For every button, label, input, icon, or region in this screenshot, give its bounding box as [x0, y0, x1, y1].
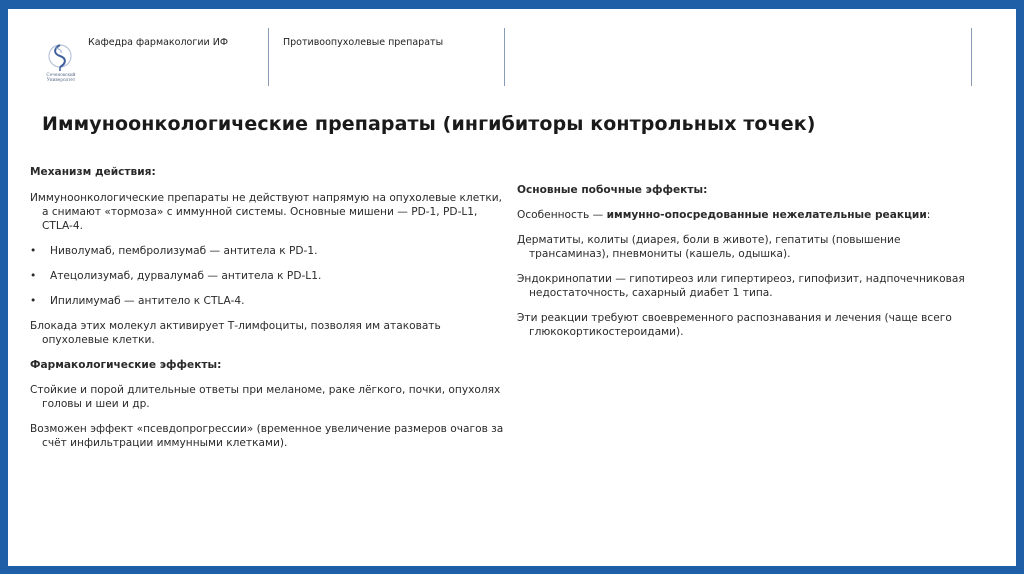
feature-text: Особенность — иммунно-опосредованные нежелательные реакции:	[517, 209, 931, 221]
logo-caption: Сеченовский Университет	[46, 72, 76, 82]
bullet-icon: •	[30, 295, 37, 307]
header-divider	[971, 28, 972, 86]
side-effects-heading: Основные побочные эффекты:	[517, 184, 708, 196]
side-effect-text: Эти реакции требуют своевременного распознавания и лечения (чаще всего глюкокортикостероидами).	[517, 312, 952, 338]
effects-text: Возможен эффект «псевдопрогрессии» (временное увеличение размеров очагов за счёт инфильтрации иммунными клетками).	[30, 423, 504, 449]
left-column	[30, 165, 510, 450]
list-item: • Ипилимумаб — антитело к CTLA-4.	[30, 295, 245, 307]
side-effect-text: Эндокринопатии — гипотиреоз или гипертиреоз, гипофизит, надпочечниковая недостаточность, сахарный диабет 1 типа.	[517, 273, 965, 299]
bullet-icon: •	[30, 245, 37, 257]
effects-heading: Фармакологические эффекты:	[30, 359, 222, 371]
list-item: • Ниволумаб, пембролизумаб — антитела к PD-1.	[30, 245, 318, 257]
effects-text: Стойкие и порой длительные ответы при меланоме, раке лёгкого, почки, опухолях головы и шеи и др.	[30, 384, 501, 410]
header-divider	[268, 28, 269, 86]
mechanism-heading: Механизм действия:	[30, 166, 156, 178]
mechanism-text: Иммуноонкологические препараты не действуют напрямую на опухолевые клетки, а снимают «тормоза» с иммунной системы. Основные мишени — PD-1, PD-L1, CTLA-4.	[30, 192, 503, 232]
topic-name: Противоопухолевые препараты	[283, 37, 444, 48]
slide-title: Иммуноонкологические препараты (ингибиторы контрольных точек)	[42, 113, 816, 135]
blockade-text: Блокада этих молекул активирует Т-лимфоциты, позволяя им атаковать опухолевые клетки.	[30, 320, 441, 346]
department-name: Кафедра фармакологии ИФ	[88, 37, 229, 48]
bullet-icon: •	[30, 270, 37, 282]
slide-header	[0, 0, 1008, 100]
right-column	[517, 183, 979, 339]
header-divider	[504, 28, 505, 86]
list-item: • Атецолизумаб, дурвалумаб — антитела к PD-L1.	[30, 270, 322, 282]
side-effect-text: Дерматиты, колиты (диарея, боли в животе), гепатиты (повышение трансаминаз), пневмониты (кашель, одышка).	[517, 234, 901, 260]
